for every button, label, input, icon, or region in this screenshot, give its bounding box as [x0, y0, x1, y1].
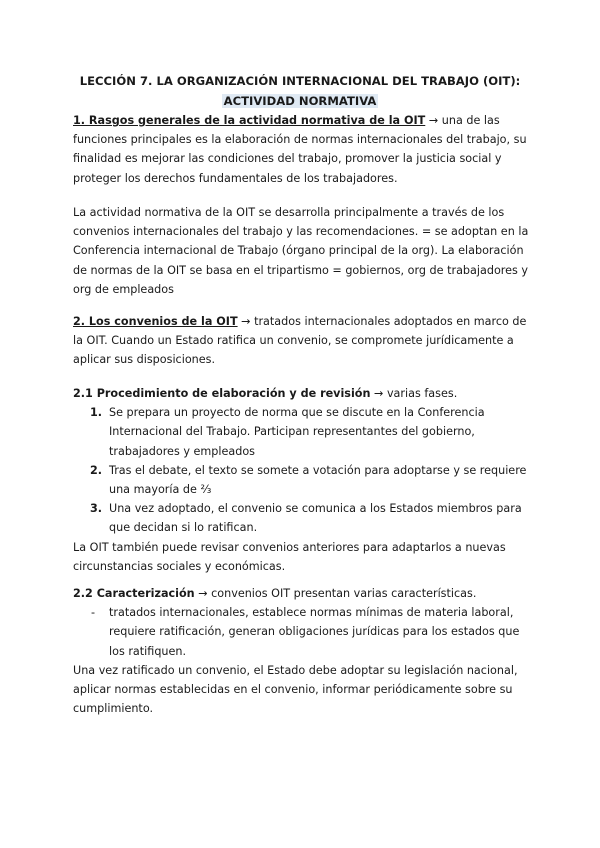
- section-2-heading: 2. Los convenios de la OIT: [73, 315, 238, 328]
- list-item: [73, 461, 535, 499]
- list-item-text: tratados internacionales, establece normas mínimas de materia laboral, requiere ratificación, generan obligaciones jurídicas para los estados que los ratifiquen.: [109, 606, 520, 658]
- section-2-1-text: → varias fases.: [370, 387, 458, 400]
- section-2-1-heading: 2.1 Procedimiento de elaboración y de revisión: [73, 387, 371, 400]
- list-item: [73, 403, 535, 461]
- section-1-paragraph: [73, 111, 535, 188]
- section-2-2-heading: 2.2 Caracterización: [73, 587, 195, 600]
- section-1-text: → una de las funciones principales es la elaboración de normas internacionales del trabajo, su finalidad es mejorar las condiciones del trabajo, promover la justicia social y proteger los derechos fundamentales de los trabajadores.: [73, 114, 527, 185]
- section-1-paragraph-2: [73, 203, 535, 299]
- bullet-dash: -: [91, 606, 96, 620]
- section-2-1: [73, 384, 535, 576]
- list-item: [73, 499, 535, 537]
- section-2-2-intro: [73, 584, 535, 603]
- title-line-1: LECCIÓN 7. LA ORGANIZACIÓN INTERNACIONAL DEL TRABAJO (OIT):: [79, 74, 521, 88]
- list-item-text: Se prepara un proyecto de norma que se discute en la Conferencia Internacional del Trabajo. Participan representantes del gobierno, trabajadores y empleados: [109, 406, 485, 458]
- section-2: [73, 312, 535, 370]
- list-item-text: Tras el debate, el texto se somete a votación para adoptarse y se requiere una mayoría de ⅔: [109, 463, 527, 497]
- section-2-2-after: Una vez ratificado un convenio, el Estado debe adoptar su legislación nacional, aplicar normas establecidas en el convenio, informar periódicamente sobre su cumplimiento.: [73, 663, 518, 716]
- list-item-number: 2.: [90, 463, 103, 477]
- section-2-1-intro: [73, 384, 535, 403]
- section-2-paragraph: [73, 312, 535, 370]
- title-line-2: [60, 91, 540, 111]
- list-item-number: 3.: [90, 502, 103, 516]
- title-line-2-text: ACTIVIDAD NORMATIVA: [223, 94, 377, 108]
- section-1-paragraph-2-text: La actividad normativa de la OIT se desarrolla principalmente a través de los convenios internacionales del trabajo y las recomendaciones. = se adoptan en la Conferencia internacional de Trabajo (órgano principal de la org). La elaboración de normas de la OIT se basa en el tripartismo = gobiernos, org de trabajadores y org de empleados: [73, 206, 529, 296]
- section-2-2: [73, 584, 535, 718]
- section-2-1-after: La OIT también puede revisar convenios anteriores para adaptarlos a nuevas circunstancias sociales y económicas.: [73, 540, 506, 573]
- list-item: [73, 603, 535, 661]
- section-1-heading: 1. Rasgos generales de la actividad normativa de la OIT: [73, 114, 426, 127]
- list-item-number: 1.: [90, 406, 103, 420]
- section-2-2-text: → convenios OIT presentan varias características.: [194, 587, 477, 600]
- section-2-text: → tratados internacionales adoptados en marco de la OIT. Cuando un Estado ratifica un convenio, se compromete jurídicamente a aplicar sus disposiciones.: [73, 315, 527, 367]
- section-1: [73, 111, 535, 188]
- procedure-list: [73, 403, 535, 537]
- page-title: [60, 71, 540, 111]
- list-item-text: Una vez adoptado, el convenio se comunica a los Estados miembros para que decidan si lo ratifican.: [109, 502, 522, 535]
